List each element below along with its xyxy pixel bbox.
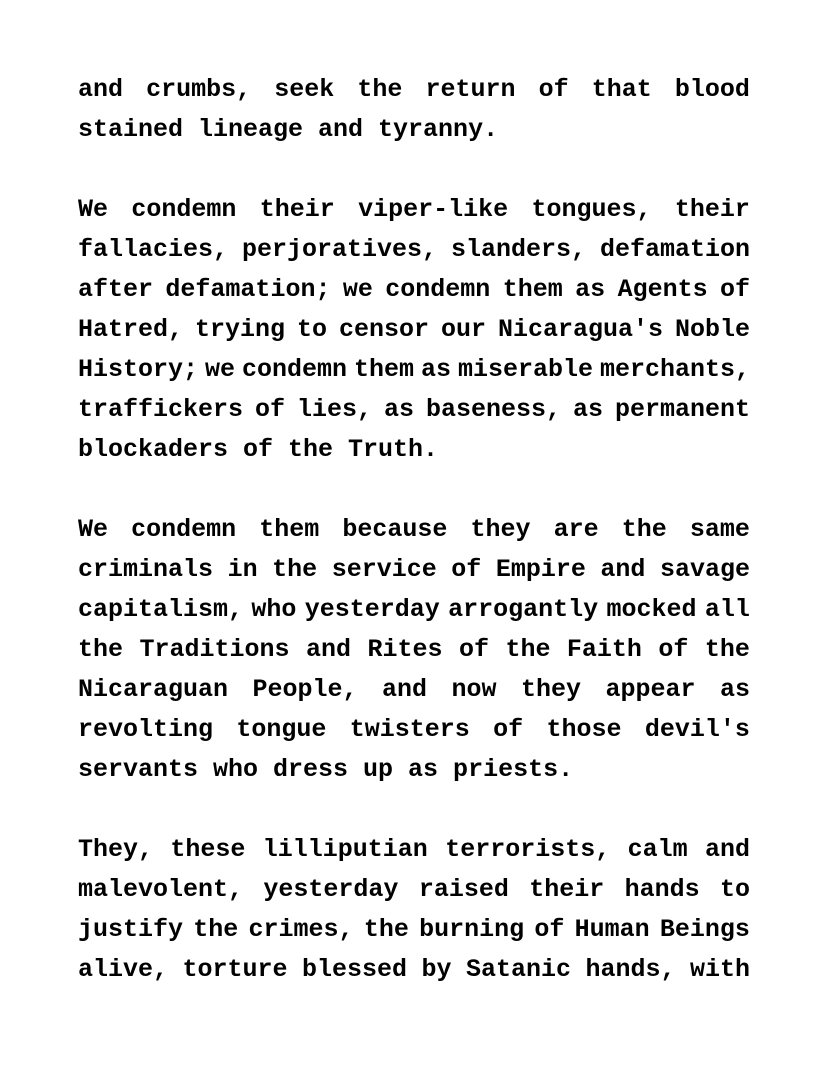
text-line: Hatred, trying to censor our Nicaragua's Noble bbox=[78, 315, 750, 344]
paragraph bbox=[78, 190, 750, 470]
text-line: Nicaraguan People, and now they appear as bbox=[78, 675, 750, 704]
text-line: after defamation; we condemn them as Agents of bbox=[78, 275, 750, 304]
text-line: capitalism, who yesterday arrogantly mocked all bbox=[78, 595, 750, 624]
text-line: revolting tongue twisters of those devil's bbox=[78, 715, 750, 744]
text-line: and crumbs, seek the return of that blood bbox=[78, 75, 750, 104]
text-line: justify the crimes, the burning of Human Beings bbox=[78, 915, 750, 944]
text-line: stained lineage and tyranny. bbox=[78, 115, 499, 144]
text-line: servants who dress up as priests. bbox=[78, 755, 574, 784]
text-line: alive, torture blessed by Satanic hands, with bbox=[78, 955, 750, 984]
text-line: They, these lilliputian terrorists, calm and bbox=[78, 835, 750, 864]
document-text-block bbox=[78, 70, 750, 990]
text-line: fallacies, perjoratives, slanders, defamation bbox=[78, 235, 750, 264]
text-line: History; we condemn them as miserable merchants, bbox=[78, 355, 750, 384]
text-line: traffickers of lies, as baseness, as permanent bbox=[78, 395, 750, 424]
text-line: the Traditions and Rites of the Faith of the bbox=[78, 635, 750, 664]
text-line: We condemn them because they are the same bbox=[78, 515, 750, 544]
text-line: criminals in the service of Empire and savage bbox=[78, 555, 750, 584]
paragraph bbox=[78, 510, 750, 790]
paragraph bbox=[78, 830, 750, 990]
text-line: We condemn their viper-like tongues, their bbox=[78, 195, 750, 224]
paragraph bbox=[78, 70, 750, 150]
text-line: blockaders of the Truth. bbox=[78, 435, 439, 464]
text-line: malevolent, yesterday raised their hands to bbox=[78, 875, 750, 904]
